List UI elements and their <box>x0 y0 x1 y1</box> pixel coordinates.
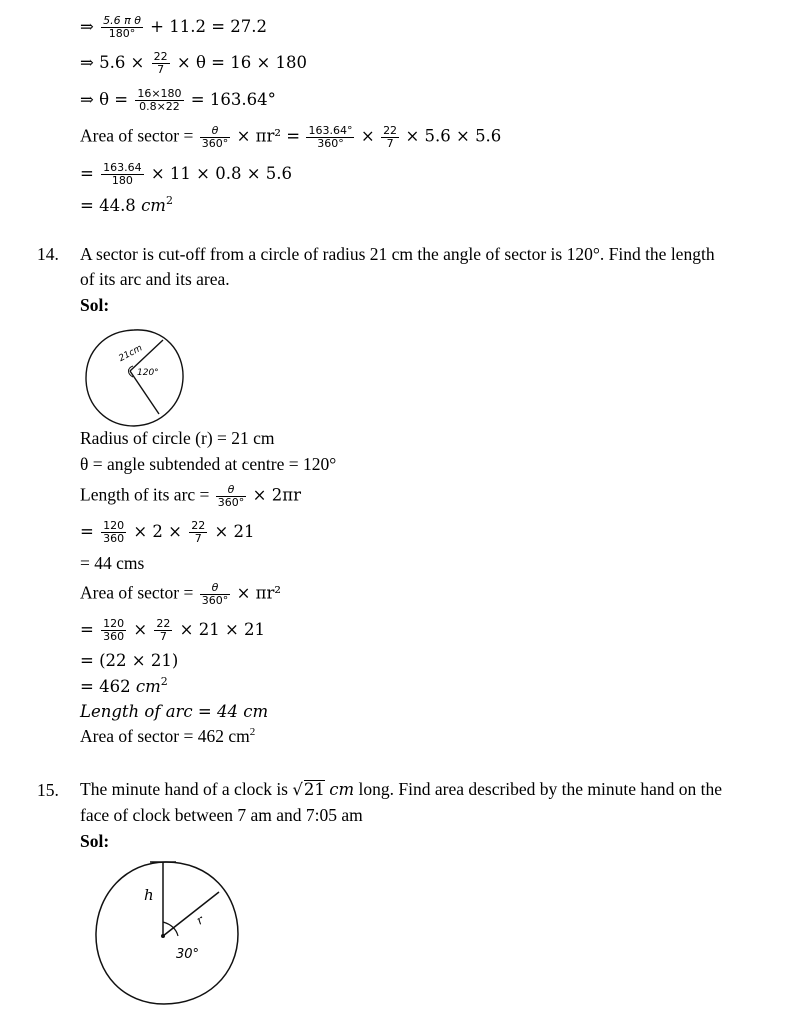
q14-sol-line-2: θ = angle subtended at centre = 120° <box>80 454 337 474</box>
q15-text-line-1: The minute hand of a clock is √21 cm long. Find area described by the minute hand on the <box>80 779 723 799</box>
q15-sol-label: Sol: <box>80 831 110 851</box>
q14-sol-line-6: Area of sector = $\frac{\theta}{360^\circ}$ × πr² <box>80 581 282 607</box>
q14-sol-line-7: = $\frac{120}{360}$ × $\frac{22}{7}$ × 21 × 21 <box>80 617 266 643</box>
q14-text-line-1: A sector is cut-off from a circle of radius 21 cm the angle of sector is 120°. Find the length <box>80 244 715 264</box>
q14-sol-label: Sol: <box>80 295 110 315</box>
prev-line-4: Area of sector = $\frac{\theta}{360^\circ}$ × πr² = $\frac{163.64^\circ}{360^\circ}$ × $\frac{22}{7}$ × 5.6 × 5.6 <box>80 124 502 150</box>
q15-number: 15. <box>37 780 59 800</box>
q14-fig-radius-label: 21cm <box>117 343 145 364</box>
q14-sol-line-11: Area of sector = 462 $cm^2$ <box>80 726 256 746</box>
q14-fig-angle-label: 120° <box>137 368 159 378</box>
q15-text-line-2: face of clock between 7 am and 7:05 am <box>80 805 363 825</box>
prev-line-3: ⇒ θ = $\frac{16\times 180}{0.8\times 22}$ = 163.64° <box>80 87 276 113</box>
q15-fig-r-label: r <box>193 912 206 928</box>
q14-sol-line-3: Length of its arc = $\frac{\theta}{360^\circ}$ × 2πr <box>80 483 301 509</box>
q14-sol-line-4: = $\frac{120}{360}$ × 2 × $\frac{22}{7}$ × 21 <box>80 519 255 545</box>
q14-text-line-2: of its arc and its area. <box>80 269 230 289</box>
q14-sector-figure <box>80 322 190 432</box>
q14-sol-line-9: = 462 $cm^2$ <box>80 675 168 696</box>
prev-line-1: ⇒ $\frac{\text{5.6 π θ}}{180^\circ}$ + 11.2 = 27.2 <box>80 14 268 40</box>
q15-fig-angle-label: 30° <box>176 947 200 962</box>
q14-sol-line-10: Length of arc = 44 cm <box>80 702 269 721</box>
prev-line-6: = 44.8 $cm^2$ <box>80 194 173 215</box>
q14-sol-line-1: Radius of circle (r) = 21 cm <box>80 428 275 448</box>
q15-clock-figure <box>92 858 242 1008</box>
q15-fig-h-label: h <box>144 886 154 904</box>
q14-number: 14. <box>37 244 59 264</box>
q14-sol-line-5: = 44 cms <box>80 553 145 573</box>
q14-sol-line-8: = (22 × 21) <box>80 651 179 670</box>
prev-line-5: = $\frac{163.64}{180}$ × 11 × 0.8 × 5.6 <box>80 161 293 187</box>
prev-line-2: ⇒ 5.6 × $\frac{22}{7}$ × θ = 16 × 180 <box>80 50 308 76</box>
